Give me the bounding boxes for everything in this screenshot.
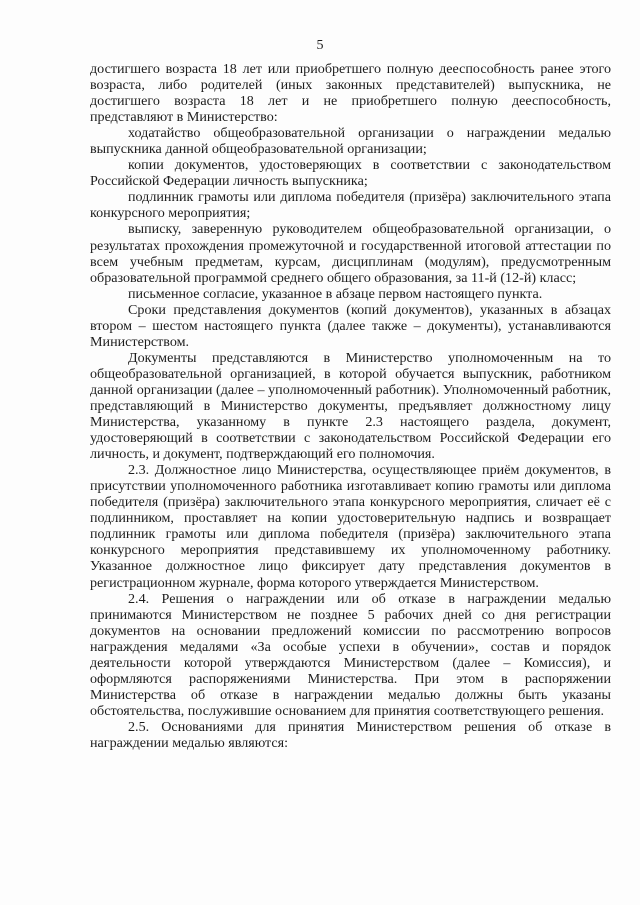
paragraph-section-2-4: 2.4. Решения о награждении или об отказе в награждении медалью принимаются Министерством не позднее 5 рабочих дней со дня регистрации документов на основании предложений комиссии по рассмотрению вопросов награждения медалями «За особые успехи в обучении», состав и порядок деятельности которой утверждаются Министерством (далее – Комиссия), и оформляются распоряжениями Министерства. При этом в распоряжении Министерства об отказе в награждении медалью должны быть указаны обстоятельства, послужившие основанием для принятия соответствующего решения. bbox=[90, 590, 611, 719]
paragraph-list-item-petition: ходатайство общеобразовательной организации о награждении медалью выпускника данной общеобразовательной организации; bbox=[90, 125, 611, 158]
paragraph-list-item-diploma: подлинник грамоты или диплома победителя (призёра) заключительного этапа конкурсного мероприятия; bbox=[90, 189, 611, 222]
paragraph-authorized-employee: Документы представляются в Министерство уполномоченным на то общеобразовательной организацией, в которой обучается выпускник, работником данной организации (далее – уполномоченный работник). Уполномоченный работник, представляющий в Министерство документы, предъявляет должностному лицу Министерства, указанному в пункте 2.3 настоящего раздела, документ, удостоверяющий в соответствии с законодательством Российской Федерации его личность, и документ, подтверждающий его полномочия. bbox=[90, 349, 611, 463]
paragraph-section-2-5: 2.5. Основаниями для принятия Министерством решения об отказе в награждении медалью являются: bbox=[90, 718, 611, 751]
paragraph-list-item-id-copies: копии документов, удостоверяющих в соответствии с законодательством Российской Федерации личность выпускника; bbox=[90, 157, 611, 190]
paragraph-list-item-consent: письменное согласие, указанное в абзаце первом настоящего пункта. bbox=[128, 285, 543, 302]
paragraph-list-item-transcript: выписку, заверенную руководителем общеобразовательной организации, о результатах прохождения промежуточной и государственной итоговой аттестации по всем учебным предметам, курсам, дисциплинам (модулям), предусмотренным образовательной программой среднего общего образования, за 11-й (12-й) класс; bbox=[90, 221, 611, 286]
paragraph-section-2-3: 2.3. Должностное лицо Министерства, осуществляющее приём документов, в присутствии уполномоченного работника изготавливает копию грамоты или диплома победителя (призёра) заключительного этапа конкурсного мероприятия, сличает её с подлинником, проставляет на копии удостоверительную надпись и возвращает подлинник грамоты или диплома победителя (призёра) заключительного этапа конкурсного мероприятия представившему их уполномоченному работнику. Указанное должностное лицо фиксирует дату представления документов в регистрационном журнале, форма которого утверждается Министерством. bbox=[90, 462, 611, 591]
paragraph-deadlines: Сроки представления документов (копий документов), указанных в абзацах втором – шестом настоящего пункта (далее также – документы), устанавливаются Министерством. bbox=[90, 301, 611, 350]
paragraph-intro-continuation: достигшего возраста 18 лет или приобретшего полную дееспособность ранее этого возраста, либо родителей (иных законных представителей) выпускника, не достигшего возраста 18 лет и не приобретшего полную дееспособность, представляют в Министерство: bbox=[90, 61, 611, 126]
page-number: 5 bbox=[316, 38, 324, 53]
document-body bbox=[90, 61, 611, 751]
